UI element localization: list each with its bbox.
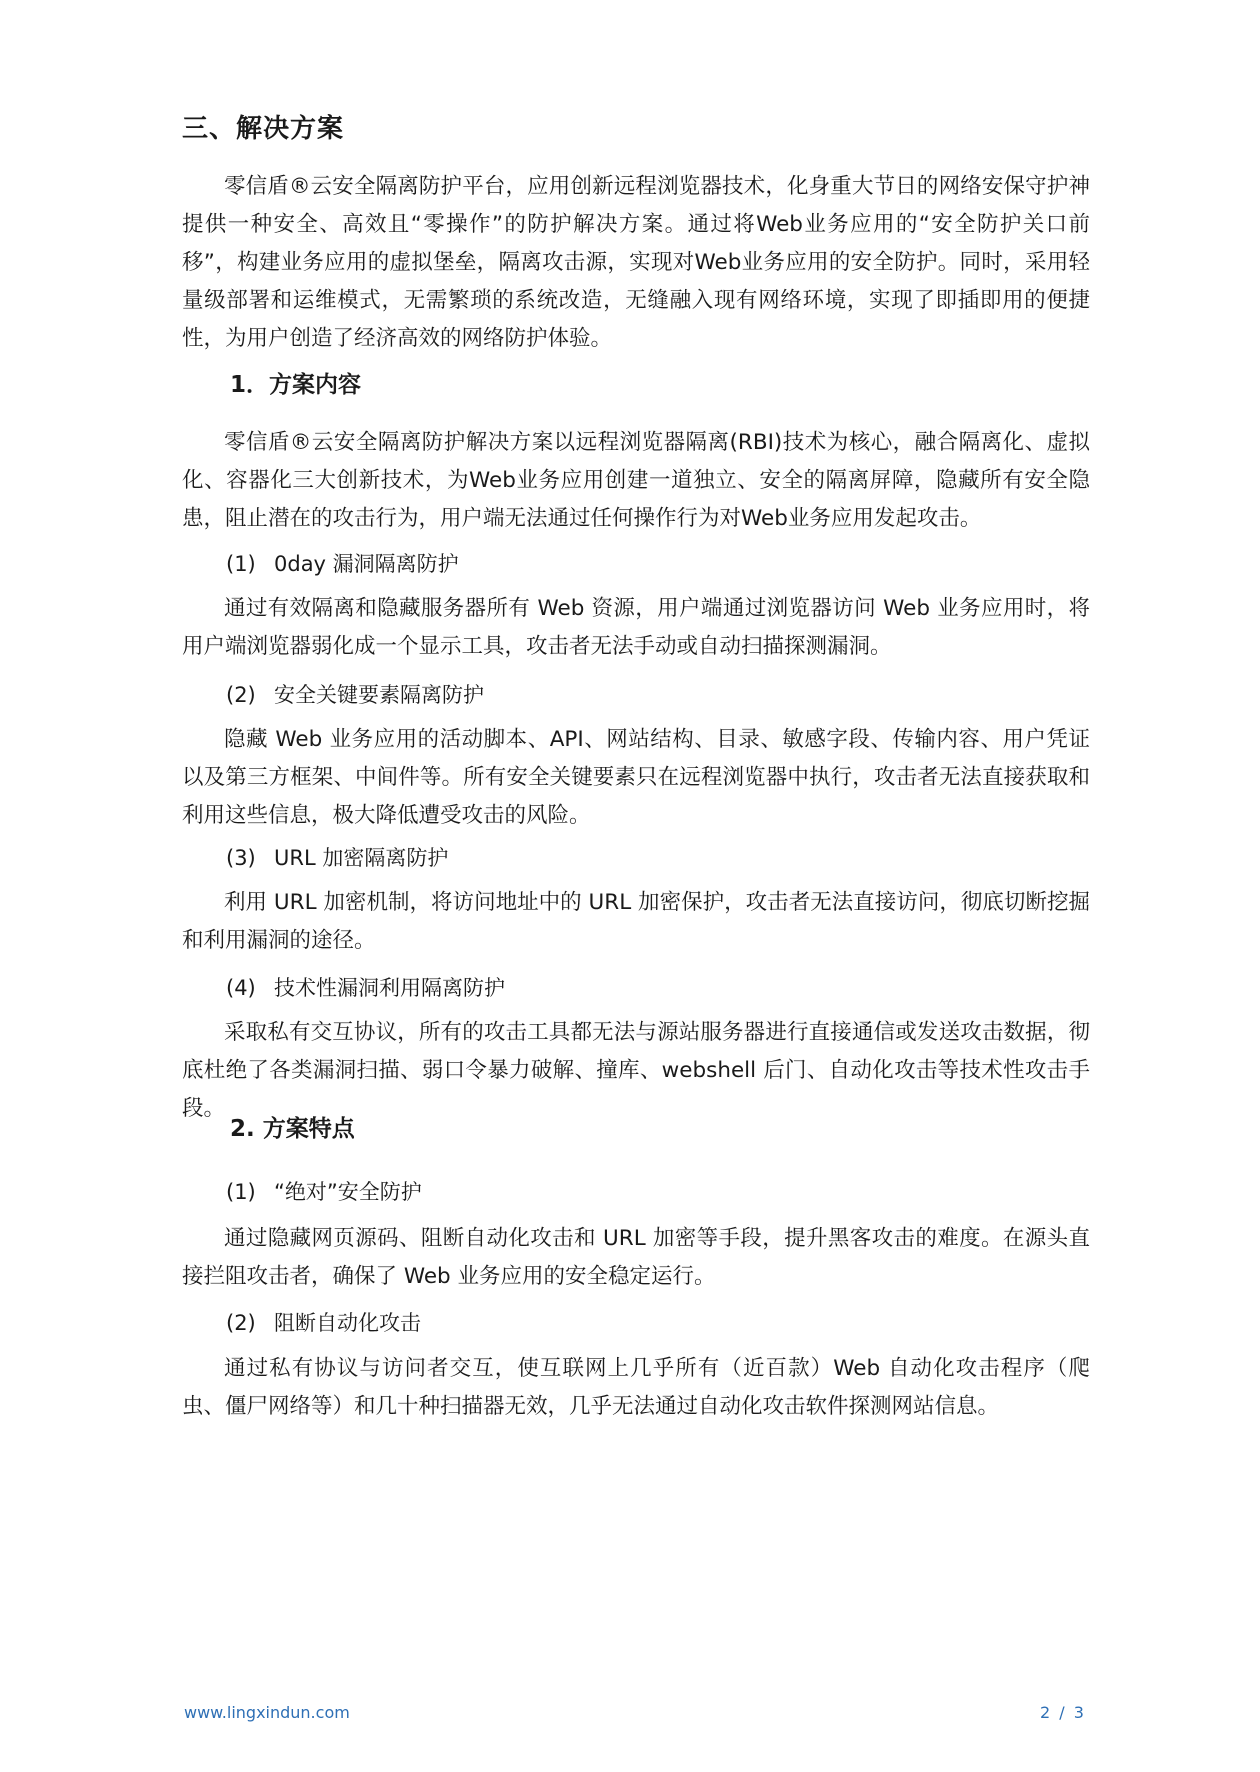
item-number: (4) — [226, 976, 256, 1000]
part1-title: 1．方案内容 — [230, 372, 362, 398]
item-number: (3) — [226, 846, 256, 870]
part1-item2-body: 隐藏 Web 业务应用的活动脚本、API、网站结构、目录、敏感字段、传输内容、用户凭证以及第三方框架、中间件等。所有安全关键要素只在远程浏览器中执行，攻击者无法直接获取和利用这些信息，极大降低遭受攻击的风险。 — [182, 727, 1090, 828]
part2-item2-body: 通过私有协议与访问者交互，使互联网上几乎所有（近百款）Web 自动化攻击程序（爬虫、僵尸网络等）和几十种扫描器无效，几乎无法通过自动化攻击软件探测网站信息。 — [182, 1356, 1090, 1419]
part2-title: 2. 方案特点 — [230, 1116, 355, 1142]
item-number: (1) — [226, 552, 256, 576]
part2-item2-heading — [226, 1307, 1090, 1337]
part1-item1-body: 通过有效隔离和隐藏服务器所有 Web 资源，用户端通过浏览器访问 Web 业务应用时，将用户端浏览器弱化成一个显示工具，攻击者无法手动或自动扫描探测漏洞。 — [182, 596, 1090, 659]
item-title: 0day 漏洞隔离防护 — [274, 552, 459, 576]
part1-item3-body: 利用 URL 加密机制，将访问地址中的 URL 加密保护，攻击者无法直接访问，彻底切断挖掘和利用漏洞的途径。 — [182, 890, 1090, 953]
item-title: 阻断自动化攻击 — [274, 1311, 421, 1335]
intro-paragraph: 零信盾®云安全隔离防护平台，应用创新远程浏览器技术，化身重大节日的网络安保守护神提供一种安全、高效且“零操作”的防护解决方案。通过将Web业务应用的“安全防护关口前移”，构建业务应用的虚拟堡垒，隔离攻击源，实现对Web业务应用的安全防护。同时，采用轻量级部署和运维模式，无需繁琐的系统改造，无缝融入现有网络环境，实现了即插即用的便捷性，为用户创造了经济高效的网络防护体验。 — [182, 174, 1090, 351]
part1-body: 零信盾®云安全隔离防护解决方案以远程浏览器隔离(RBI)技术为核心，融合隔离化、虚拟化、容器化三大创新技术，为Web业务应用创建一道独立、安全的隔离屏障，隐藏所有安全隐患，阻止潜在的攻击行为，用户端无法通过任何操作行为对Web业务应用发起攻击。 — [182, 430, 1090, 531]
footer-page-number: 2 / 3 — [1040, 1703, 1086, 1722]
part1-item3-heading — [226, 842, 1090, 872]
item-title: “绝对”安全防护 — [274, 1180, 422, 1204]
item-title: 技术性漏洞利用隔离防护 — [274, 976, 505, 1000]
item-number: (2) — [226, 1311, 256, 1335]
section-title: 三、解决方案 — [182, 114, 345, 144]
part2-item1-heading — [226, 1176, 1090, 1206]
part1-item4-body: 采取私有交互协议，所有的攻击工具都无法与源站服务器进行直接通信或发送攻击数据，彻底杜绝了各类漏洞扫描、弱口令暴力破解、撞库、webshell 后门、自动化攻击等技术性攻击手段。 — [182, 1020, 1090, 1121]
item-title: URL 加密隔离防护 — [274, 846, 449, 870]
item-number: (1) — [226, 1180, 256, 1204]
part1-item2-heading — [226, 679, 1090, 709]
part2-item1-body: 通过隐藏网页源码、阻断自动化攻击和 URL 加密等手段，提升黑客攻击的难度。在源头直接拦阻攻击者，确保了 Web 业务应用的安全稳定运行。 — [182, 1226, 1090, 1289]
part1-item1-heading — [226, 548, 1090, 578]
part1-item4-heading — [226, 972, 1090, 1002]
footer-website[interactable]: www.lingxindun.com — [184, 1703, 350, 1722]
item-title: 安全关键要素隔离防护 — [274, 683, 484, 707]
item-number: (2) — [226, 683, 256, 707]
